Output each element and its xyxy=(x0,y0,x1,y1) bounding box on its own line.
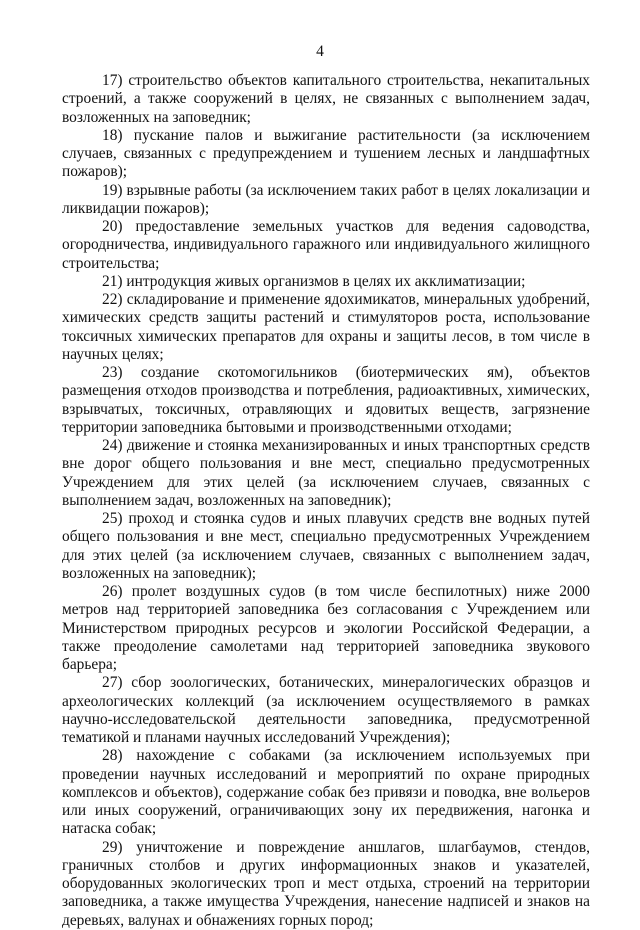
paragraph-item-29: 29) уничтожение и повреждение аншлагов, шлагбаумов, стендов, граничных столбов и других информационных знаков и указателей, оборудованных экологических троп и мест отдыха, строений на территории заповедника, а также имущества Учреждения, нанесение надписей и знаков на деревьях, валунах и обнажениях горных пород; xyxy=(62,838,590,929)
paragraph-item-24: 24) движение и стоянка механизированных и иных транспортных средств вне дорог общего пользования и вне мест, специально предусмотренных Учреждением для этих целей (за исключением случаев, связанных с выполнением задач, возложенных на заповедник); xyxy=(62,437,590,509)
paragraph-item-21: 21) интродукция живых организмов в целях их акклиматизации; xyxy=(102,272,526,290)
page-number: 4 xyxy=(316,43,324,60)
paragraph-item-26: 26) пролет воздушных судов (в том числе беспилотных) ниже 2000 метров над территорией заповедника без согласования с Учреждением или Министерством природных ресурсов и экологии Российской Федерации, а также преодоление самолетами над территорией заповедника звукового барьера; xyxy=(62,583,590,673)
paragraph-item-25: 25) проход и стоянка судов и иных плавучих средств вне водных путей общего пользования и вне мест, специально предусмотренных Учреждением для этих целей (за исключением случаев, связанных с выполнением задач, возложенных на заповедник); xyxy=(62,510,590,582)
paragraph-item-19: 19) взрывные работы (за исключением таких работ в целях локализации и ликвидации пожаров); xyxy=(62,181,590,217)
paragraph-item-28: 28) нахождение с собаками (за исключением используемых при проведении научных исследований и мероприятий по охране природных комплексов и объектов), содержание собак без привязи и поводка, вне вольеров или иных сооружений, ограничивающих зону их передвижения, нагонка и натаска собак; xyxy=(62,747,590,838)
paragraph-item-23: 23) создание скотомогильников (биотермических ям), объектов размещения отходов производства и потребления, радиоактивных, химических, взрывчатых, токсичных, отравляющих и ядовитых веществ, загрязнение территории заповедника бытовыми и производственными отходами; xyxy=(62,364,590,436)
paragraph-item-18: 18) пускание палов и выжигание растительности (за исключением случаев, связанных с предупреждением и тушением лесных и ландшафтных пожаров); xyxy=(62,126,590,181)
document-body xyxy=(62,72,590,930)
paragraph-item-22: 22) складирование и применение ядохимикатов, минеральных удобрений, химических средств защиты растений и стимуляторов роста, использование токсичных химических препаратов для охраны и защиты лесов, в том числе в научных целях; xyxy=(62,291,590,363)
paragraph-item-27: 27) сбор зоологических, ботанических, минералогических образцов и археологических коллекций (за исключением осуществляемого в рамках научно-исследовательской деятельности заповедника, предусмотренной тематикой и планами научных исследований Учреждения); xyxy=(62,674,590,746)
paragraph-item-17: 17) строительство объектов капитального строительства, некапитальных строений, а также сооружений в целях, не связанных с выполнением задач, возложенных на заповедник; xyxy=(62,72,590,126)
paragraph-item-20: 20) предоставление земельных участков для ведения садоводства, огородничества, индивидуального гаражного или индивидуального жилищного строительства; xyxy=(62,218,590,272)
